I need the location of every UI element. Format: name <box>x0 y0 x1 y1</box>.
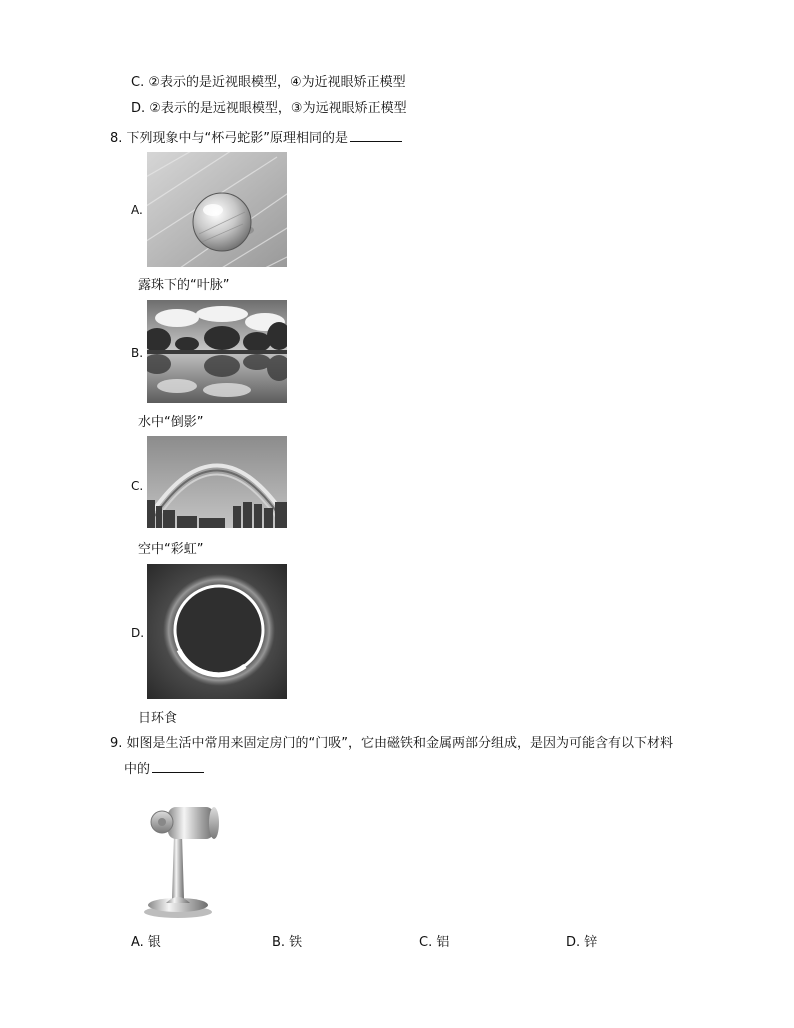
q9-stem-line2 <box>124 759 204 779</box>
q9-stem-line1: 9. 如图是生活中常用来固定房门的“门吸”，它由磁铁和金属两部分组成，是因为可能含有以下材料 <box>110 736 674 751</box>
annular-eclipse-image <box>147 564 287 699</box>
q8-option-d-letter: D. <box>131 626 145 640</box>
q8-option-c-letter: C. <box>131 479 144 493</box>
q9-stem-text: 中的 <box>124 762 151 777</box>
q9-option-a: A. 银 <box>131 935 161 950</box>
answer-blank <box>152 759 204 773</box>
q9-option-d: D. 锌 <box>566 935 598 950</box>
dewdrop-leaf-image <box>147 152 287 267</box>
q9-option-c: C. 铝 <box>419 935 450 950</box>
q7-option-d: D. ②表示的是远视眼模型，③为远视眼矫正模型 <box>131 101 407 116</box>
water-reflection-image <box>147 300 287 403</box>
answer-blank <box>350 128 402 142</box>
q9-option-b: B. 铁 <box>272 935 303 950</box>
q8-option-b-caption: 水中“倒影” <box>138 415 204 430</box>
q8-option-b-letter: B. <box>131 346 144 360</box>
door-stop-image <box>128 795 228 920</box>
q8-option-c-caption: 空中“彩虹” <box>138 542 204 557</box>
q8-option-a-letter: A. <box>131 203 143 217</box>
q8-stem <box>110 128 402 148</box>
q7-option-c: C. ②表示的是近视眼模型，④为近视眼矫正模型 <box>131 75 406 90</box>
q8-stem-text: 8. 下列现象中与“杯弓蛇影”原理相同的是 <box>110 131 349 146</box>
q8-option-a-caption: 露珠下的“叶脉” <box>138 278 230 293</box>
rainbow-image <box>147 436 287 528</box>
q8-option-d-caption: 日环食 <box>138 711 178 726</box>
